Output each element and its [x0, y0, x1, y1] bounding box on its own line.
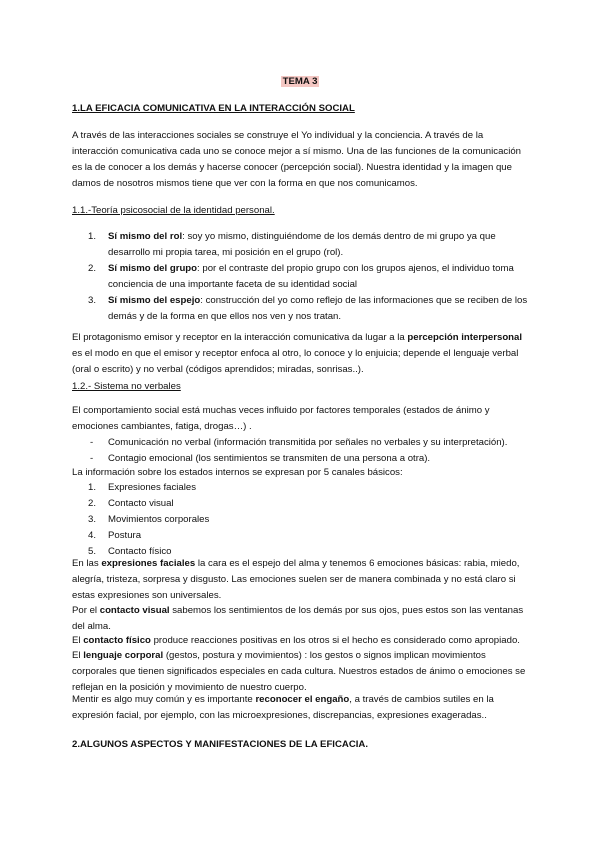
list-text: Expresiones faciales: [108, 482, 196, 493]
paragraph-text: (gestos, postura y movimientos) : los gestos o signos implican movimientos corporales que tienen significados especiales en cada cultura. Nuestros estados de ánimo o emociones se reflejan en la posición y movimiento de nuestro cuerpo.: [72, 650, 526, 693]
section-1-2-heading: 1.2.- Sistema no verbales: [72, 381, 181, 392]
list-text: : soy yo mismo, distinguiéndome de los demás dentro de mi grupo ya que desarrollo mi propia tarea, mi posición en el grupo (rol).: [108, 231, 496, 258]
list-number: 2.: [88, 498, 97, 509]
list-item: [72, 261, 530, 293]
title-highlight: TEMA 3: [282, 76, 318, 87]
paragraph-text: produce reacciones positivas en los otros si el hecho es considerado como apropiado.: [150, 635, 520, 646]
list-item: [72, 480, 530, 496]
list-dash: -: [90, 453, 94, 464]
list-number: 1.: [88, 482, 97, 493]
paragraph-bold: reconocer el engaño: [255, 694, 350, 705]
section-1-intro: A través de las interacciones sociales se construye el Yo individual y la conciencia. A través de la interacción comunicativa cada uno se conoce mejor a sí mismo. Una de las funciones de la comunicación es la de conocer a los demás y hacerse conocer (percepción social). Nuestra identidad y la imagen que damos de nosotros mismos tiene que ver con la forma en que nos comunicamos.: [72, 130, 522, 189]
list-item: [72, 229, 530, 261]
list-text: : construcción del yo como reflejo de las informaciones que se reciben de los demás y de la forma en que ellos nos ven y nos tratan.: [108, 295, 528, 322]
list-item: [72, 293, 530, 325]
paragraph-text: la cara es el espejo del alma y tenemos 6 emociones básicas: rabia, miedo, alegría, tristeza, sorpresa y disgusto. Las emociones suelen ser de manera combinada y no está claro si estas expresiones son universales.: [72, 558, 520, 601]
section-2-heading: 2.ALGUNOS ASPECTOS Y MANIFESTACIONES DE LA EFICACIA.: [72, 739, 369, 750]
list-text: Contagio emocional (los sentimientos se transmiten de una persona a otra).: [108, 453, 431, 464]
paragraph-text: Por el: [72, 605, 100, 616]
paragraph-bold: contacto físico: [83, 635, 151, 646]
list-number: 3.: [88, 295, 97, 306]
paragraph-text: , a través de cambios sutiles en la expresión facial, por ejemplo, con las microexpresiones, discrepancias, expresiones exageradas..: [72, 694, 494, 721]
list-term: Sí mismo del grupo: [108, 263, 198, 274]
paragraph-bold: lenguaje corporal: [83, 650, 164, 661]
paragraph-text: En las: [72, 558, 102, 569]
list-text: Contacto visual: [108, 498, 174, 509]
paragraph-bold: percepción interpersonal: [407, 332, 523, 343]
paragraph-text: El: [72, 650, 84, 661]
list-dash: -: [90, 437, 94, 448]
list-number: 1.: [88, 231, 97, 242]
list-item: [72, 512, 530, 528]
paragraph-bold: contacto visual: [99, 605, 170, 616]
list-text: : por el contraste del propio grupo con los grupos ajenos, el individuo toma conciencia de una importante faceta de su identidad social: [108, 263, 514, 290]
paragraph-text: sabemos los sentimientos de los demás por sus ojos, pues estos son las ventanas del alma.: [72, 605, 524, 632]
paragraph-text: es el modo en que el emisor y receptor enfoca al otro, lo conoce y lo enjuicia; depende el lenguaje verbal (oral o escrito) y no verbal (códigos aprendidos; miradas, sonrisas..).: [72, 348, 519, 375]
facial-paragraph: [72, 556, 530, 604]
list-text: Postura: [108, 530, 142, 541]
channels-intro: La información sobre los estados internos se expresan por 5 canales básicos:: [72, 467, 403, 478]
list-item: [72, 435, 530, 451]
identity-list: [72, 229, 530, 325]
list-item: [72, 528, 530, 544]
list-number: 4.: [88, 530, 97, 541]
perception-paragraph: [72, 330, 530, 378]
body-language-paragraph: [72, 648, 530, 696]
channels-list: [72, 480, 530, 560]
list-number: 5.: [88, 546, 97, 557]
physical-paragraph: [72, 633, 530, 649]
list-term: Sí mismo del rol: [108, 231, 183, 242]
section-1-2-intro: El comportamiento social está muchas veces influido por factores temporales (estados de ánimo y emociones cambiantes, fatiga, drogas…) .: [72, 405, 490, 432]
deception-paragraph: [72, 692, 530, 724]
section-1-1-heading: 1.1.-Teoría psicosocial de la identidad personal.: [72, 205, 275, 216]
paragraph-text: Mentir es algo muy común y es importante: [72, 694, 256, 705]
visual-paragraph: [72, 603, 530, 635]
list-text: Comunicación no verbal (información transmitida por señales no verbales y su interpretación).: [108, 437, 508, 448]
list-number: 3.: [88, 514, 97, 525]
section-1-heading: 1.LA EFICACIA COMUNICATIVA EN LA INTERACCIÓN SOCIAL: [72, 103, 355, 114]
dash-list: [72, 435, 530, 467]
list-text: Contacto físico: [108, 546, 172, 557]
list-item: [72, 496, 530, 512]
paragraph-bold: expresiones faciales: [101, 558, 196, 569]
paragraph-text: El: [72, 635, 84, 646]
list-number: 2.: [88, 263, 97, 274]
list-term: Sí mismo del espejo: [108, 295, 201, 306]
list-text: Movimientos corporales: [108, 514, 210, 525]
paragraph-text: El protagonismo emisor y receptor en la interacción comunicativa da lugar a la: [72, 332, 408, 343]
document-title: [0, 76, 600, 87]
